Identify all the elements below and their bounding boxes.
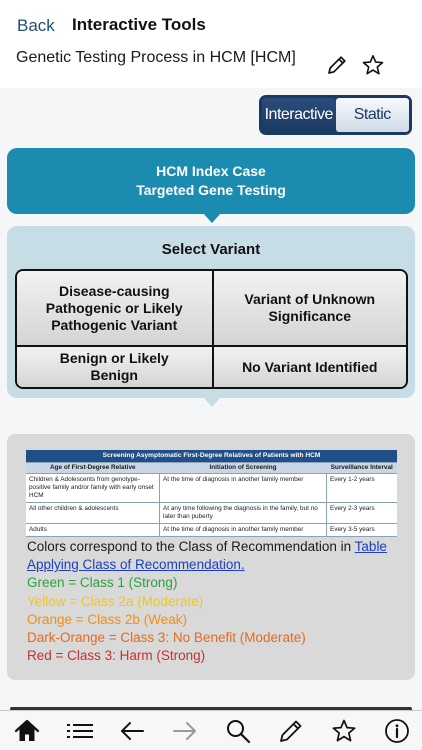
flow-arrow bbox=[203, 213, 221, 223]
flow-arrow bbox=[203, 397, 221, 407]
select-variant-panel bbox=[7, 226, 415, 398]
star-icon[interactable] bbox=[331, 718, 357, 744]
info-icon[interactable] bbox=[384, 718, 410, 744]
list-icon[interactable] bbox=[66, 718, 94, 744]
table-cell: Every 2-3 years bbox=[326, 503, 397, 524]
legend-item-orange: Orange = Class 2b (Weak) bbox=[27, 611, 187, 627]
table-cell: Every 1-2 years bbox=[326, 474, 397, 503]
search-icon[interactable] bbox=[225, 718, 251, 744]
select-variant-title: Select Variant bbox=[161, 241, 261, 258]
view-toggle bbox=[259, 95, 412, 135]
interactive-tab[interactable]: Interactive bbox=[262, 98, 336, 132]
class-recommendation-link[interactable]: Table Applying Class of Recommendation. bbox=[27, 539, 387, 573]
table-cell: Children & Adolescents from genotype-positive family and/or family with early onset HCM bbox=[26, 474, 160, 503]
table-cell: Adults bbox=[26, 524, 160, 537]
legend-item-yellow: Yellow = Class 2a (Moderate) bbox=[27, 593, 204, 609]
bottom-toolbar bbox=[0, 710, 422, 750]
table-cell: At the time of diagnosis in another family member bbox=[160, 474, 327, 503]
back-arrow-icon[interactable] bbox=[119, 718, 145, 744]
legend-item-green: Green = Class 1 (Strong) bbox=[27, 575, 178, 591]
table-row bbox=[26, 474, 397, 503]
screening-table-caption: Screening Asymptomatic First-Degree Relatives of Patients with HCM bbox=[26, 450, 397, 463]
option-vus[interactable]: Variant of Unknown Significance bbox=[212, 271, 407, 345]
legend-item-dark-orange: Dark-Orange = Class 3: No Benefit (Moderate) bbox=[27, 630, 306, 646]
favorite-star-icon[interactable] bbox=[361, 53, 385, 77]
table-cell: At any time following the diagnosis in the family, but no later than puberty bbox=[160, 503, 327, 524]
screening-panel bbox=[7, 434, 415, 680]
index-case-box[interactable] bbox=[7, 148, 415, 214]
table-row bbox=[26, 503, 397, 524]
table-header: Surveillance Interval bbox=[326, 463, 397, 474]
option-benign[interactable]: Benign or Likely Benign bbox=[17, 345, 212, 387]
static-tab[interactable]: Static bbox=[336, 98, 410, 132]
index-case-line2: Targeted Gene Testing bbox=[136, 182, 286, 198]
nav-title: Interactive Tools bbox=[72, 15, 206, 34]
title-bar bbox=[0, 44, 422, 88]
forward-arrow-icon[interactable] bbox=[172, 718, 198, 744]
nav-bar bbox=[0, 0, 422, 46]
legend-intro bbox=[27, 538, 407, 574]
table-cell: At the time of diagnosis in another family member bbox=[160, 524, 327, 537]
variant-options bbox=[15, 269, 408, 389]
pencil-icon[interactable] bbox=[278, 718, 304, 744]
option-pathogenic[interactable]: Disease-causing Pathogenic or Likely Pathogenic Variant bbox=[17, 271, 212, 345]
table-cell: All other children & adolescents bbox=[26, 503, 160, 524]
back-button[interactable]: Back bbox=[17, 16, 55, 35]
table-cell: Every 3-5 years bbox=[326, 524, 397, 537]
color-legend bbox=[27, 538, 407, 665]
option-no-variant[interactable]: No Variant Identified bbox=[212, 345, 407, 387]
index-case-line1: HCM Index Case bbox=[156, 163, 266, 179]
home-icon[interactable] bbox=[14, 718, 40, 744]
edit-note-icon[interactable] bbox=[325, 53, 349, 77]
page-title: Genetic Testing Process in HCM [HCM] bbox=[16, 49, 296, 66]
legend-intro-text: Colors correspond to the Class of Recommendation in bbox=[27, 539, 355, 554]
screening-table bbox=[26, 450, 397, 537]
legend-item-red: Red = Class 3: Harm (Strong) bbox=[27, 648, 206, 664]
table-row bbox=[26, 524, 397, 537]
table-header: Age of First-Degree Relative bbox=[26, 463, 160, 474]
table-header: Initiation of Screening bbox=[160, 463, 327, 474]
